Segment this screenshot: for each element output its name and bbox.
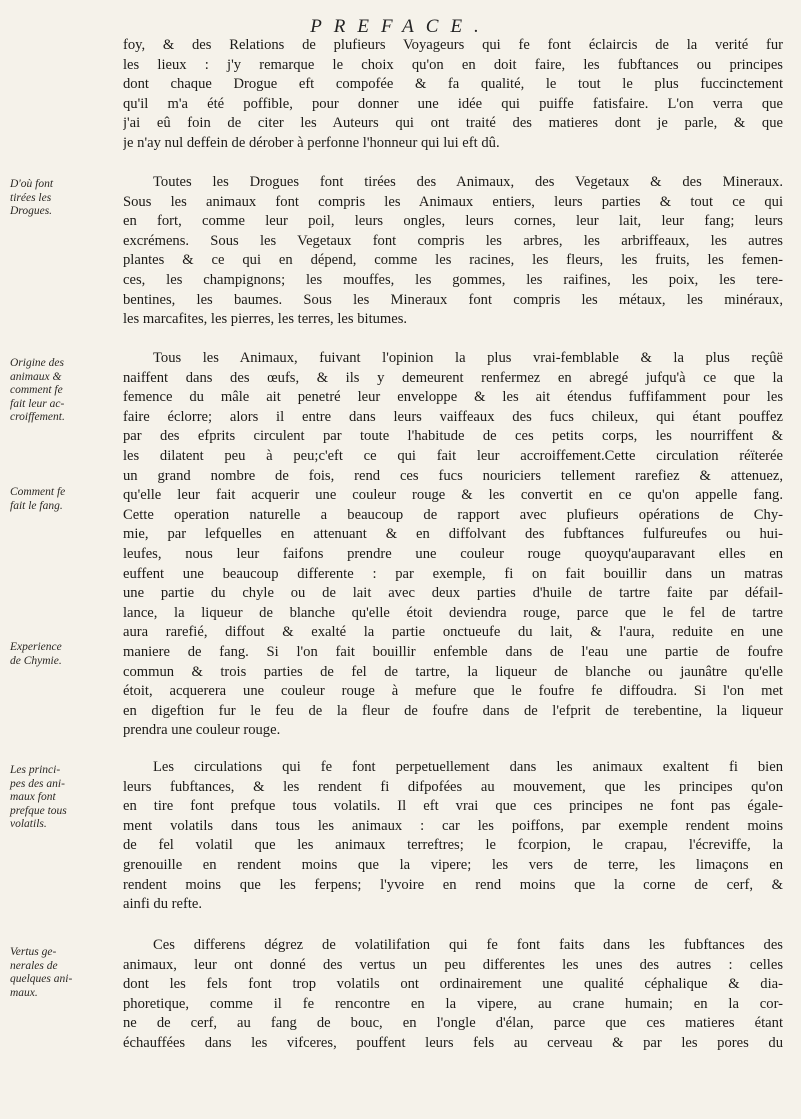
text-line: naiffent dans des œufs, & ils y demeurent renfermez en abregé jufqu'à ce que la [123,369,783,386]
text-line: ment volatils dans tous les animaux : car les poiffons, par exemple rendent moins [123,817,783,834]
text-line: en digeftion fur le feu de la fleur de foufre dans de l'efprit de terebentine, la liqueur [123,702,783,719]
paragraph-p4 [123,758,783,915]
margin-note-line: D'où font [10,178,54,190]
margin-note-line: fait le fang. [10,499,63,512]
margin-note-line: Les princi- [10,764,61,776]
text-line: qu'elle leur fait acquerir une couleur rouge & les convertit en ce qu'on appelle fang. [123,487,783,504]
text-line: plantes & ce qui en dépend, comme les racines, les fleurs, les fruits, les femen- [123,252,783,269]
text-line: foy, & des Relations de plufieurs Voyageurs qui fe font éclaircis de la verité fur [123,37,783,53]
paragraph-p3 [123,349,783,741]
margin-note-line: de Chymie. [10,654,62,667]
text-line: mie, par lefquelles en attenuant & en diffolvant des fubftances fulfureufes ou hui- [123,526,783,543]
text-line: maniere de fang. Si l'on fait bouillir enfemble dans de l'eau une partie de foufre [123,643,783,660]
text-line: animaux, leur ont donné des vertus un peu differentes les unes des autres : celles [123,956,783,973]
text-line: Sous les animaux font compris les Animaux entiers, leurs parties & tout ce qui [123,193,783,210]
text-line: j'ai eû foin de citer les Auteurs qui ont traité des matieres dont je parle, & que [123,115,783,132]
running-head: PREFACE. [310,16,491,37]
text-line: dont chaque Drogue eft compofée & fa qualité, le tout le plus fuccinctement [123,76,783,93]
text-line: rendent moins que les ferpens; l'yvoire en rend moins que la corne de cerf, & [123,876,783,893]
margin-note-line: croiffement. [10,411,65,423]
text-line: en fort, comme leur poil, leurs ongles, leurs cornes, leur lait, leur fang; leurs [123,213,783,230]
margin-note-principes [10,764,118,832]
text-line: dont les fels font trop volatils ont ordinairement une qualité céphalique & dia- [123,976,783,993]
text-line: étoit, acquerera une couleur rouge à mefure que le foufre fe diffoudra. Si l'on met [123,683,783,700]
text-line: lance, la liqueur de blanche qu'elle étoit deviendra rouge, parce que le fel de tartre [123,604,783,621]
margin-note-line: nerales de [10,959,58,972]
paragraph-p1 [123,36,783,154]
margin-note-line: animaux & [10,370,62,383]
text-line: euffent une beaucoup differente : par exemple, fi on fait bouillir dans un matras [123,565,783,582]
margin-note-vertus [10,946,118,1000]
margin-note-line: maux. [10,986,38,999]
margin-note-line: maux font [10,791,56,803]
margin-note-line: volatils. [10,818,47,830]
paragraph-p2 [123,173,783,330]
text-line: phoretique, comme il fe rencontre en la vipere, au crane humain; en la cor- [123,995,783,1012]
text-line: un grand nombre de fois, rend ces fucs nouriciers tellement rarefiez & attenuez, [123,467,783,484]
text-line: une partie du chyle ou de lait avec deux parties d'huile de tartre faite par défail- [123,585,783,602]
margin-note-line: pes des ani- [10,777,65,790]
margin-note-origine [10,357,118,425]
margin-note-sang [10,486,118,513]
margin-note-drogues [10,178,118,219]
text-line: prendra une couleur rouge. [123,722,281,739]
text-line: commun & trois parties de fel de tartre, la liqueur de blanche ou jaunâtre qu'elle [123,663,783,680]
margin-note-line: tirées les [10,191,52,204]
margin-note-line: Comment fe [10,486,66,498]
margin-note-line: Origine des [10,357,64,369]
paragraph-p5 [123,936,783,1054]
margin-note-line: Experience [10,641,62,653]
margin-note-line: fait leur ac- [10,397,65,410]
text-line: leufes, nous leur faifons prendre une couleur rouge quoyqu'auparavant elles en [123,545,783,562]
margin-note-line: prefque tous [10,804,67,817]
text-line: ne de cerf, au fang de bouc, en l'ongle d'élan, parce que ces matieres étant [123,1015,783,1032]
margin-note-line: Vertus ge- [10,946,57,958]
text-line: excrémens. Sous les Vegetaux font compris les arbres, les arbriffeaux, les autres [123,232,783,249]
text-line: Tous les Animaux, fuivant l'opinion la plus vrai-femblable & la plus reçûë [153,350,783,366]
text-line: femence du mâle ait penetré leur enveloppe & les ait étendus fuffifamment pour les [123,389,783,406]
text-line: qu'il m'a été poffible, pour donner une idée qui puiffe fatisfaire. L'on verra que [123,95,783,112]
margin-note-experience [10,641,118,668]
text-line: bentines, les baumes. Sous les Mineraux font compris les métaux, les minéraux, [123,291,783,308]
text-line: de fel volatil que les animaux terreftres; le fcorpion, le crapau, l'écreviffe, la [123,837,783,854]
text-line: par des efprits circulent par toute l'habitude de ces petits corps, les nourriffent & [123,428,783,445]
text-line: faire éclorre; alors il entre dans leurs vaiffeaux des fucs chileux, qui étant pouffez [123,408,783,425]
text-line: je n'ay nul deffein de dérober à perfonne l'honneur qui lui eft dû. [123,134,500,151]
text-line: Les circulations qui fe font perpetuellement dans les animaux exaltent fi bien [153,759,783,775]
text-line: Cette operation naturelle a beaucoup de rapport avec plufieurs opérations de Chy- [123,506,783,523]
text-line: les dilatent peu à peu;c'eft ce qui fait leur accroiffement.Cette circulation réïterée [123,447,783,464]
text-line: Ces differens dégrez de volatilifation qui fe font faits dans les fubftances des [153,937,783,953]
text-line: échauffées dans les vifceres, pouffent leurs fels au cerveau & par les pores du [123,1034,783,1051]
text-line: les marcafites, les pierres, les terres, les bitumes. [123,311,408,328]
margin-note-line: comment fe [10,384,63,396]
text-line: grenouille en rendent moins que la vipere; les vers de terre, les limaçons en [123,856,783,873]
text-line: les lieux : j'y remarque le choix qu'on en doit faire, les fubftances ou principes [123,56,783,73]
text-line: aura rarefié, diffout & exalté la partie onctueufe du lait, & l'aura, reduite en une [123,624,783,641]
margin-note-line: Drogues. [10,205,53,217]
margin-note-line: quelques ani- [10,973,73,985]
text-line: ainfi du refte. [123,896,203,913]
text-line: ces, les champignons; les mouffes, les gommes, les raifines, les poix, les tere- [123,271,783,288]
text-line: en tire font prefque tous volatils. Il eft vrai que ces principes ne font pas égale- [123,798,783,815]
text-line: Toutes les Drogues font tirées des Animaux, des Vegetaux & des Mineraux. [153,174,783,190]
text-line: leurs fubftances, & les rendent fi difpofées au mouvement, que les principes qu'on [123,778,783,795]
